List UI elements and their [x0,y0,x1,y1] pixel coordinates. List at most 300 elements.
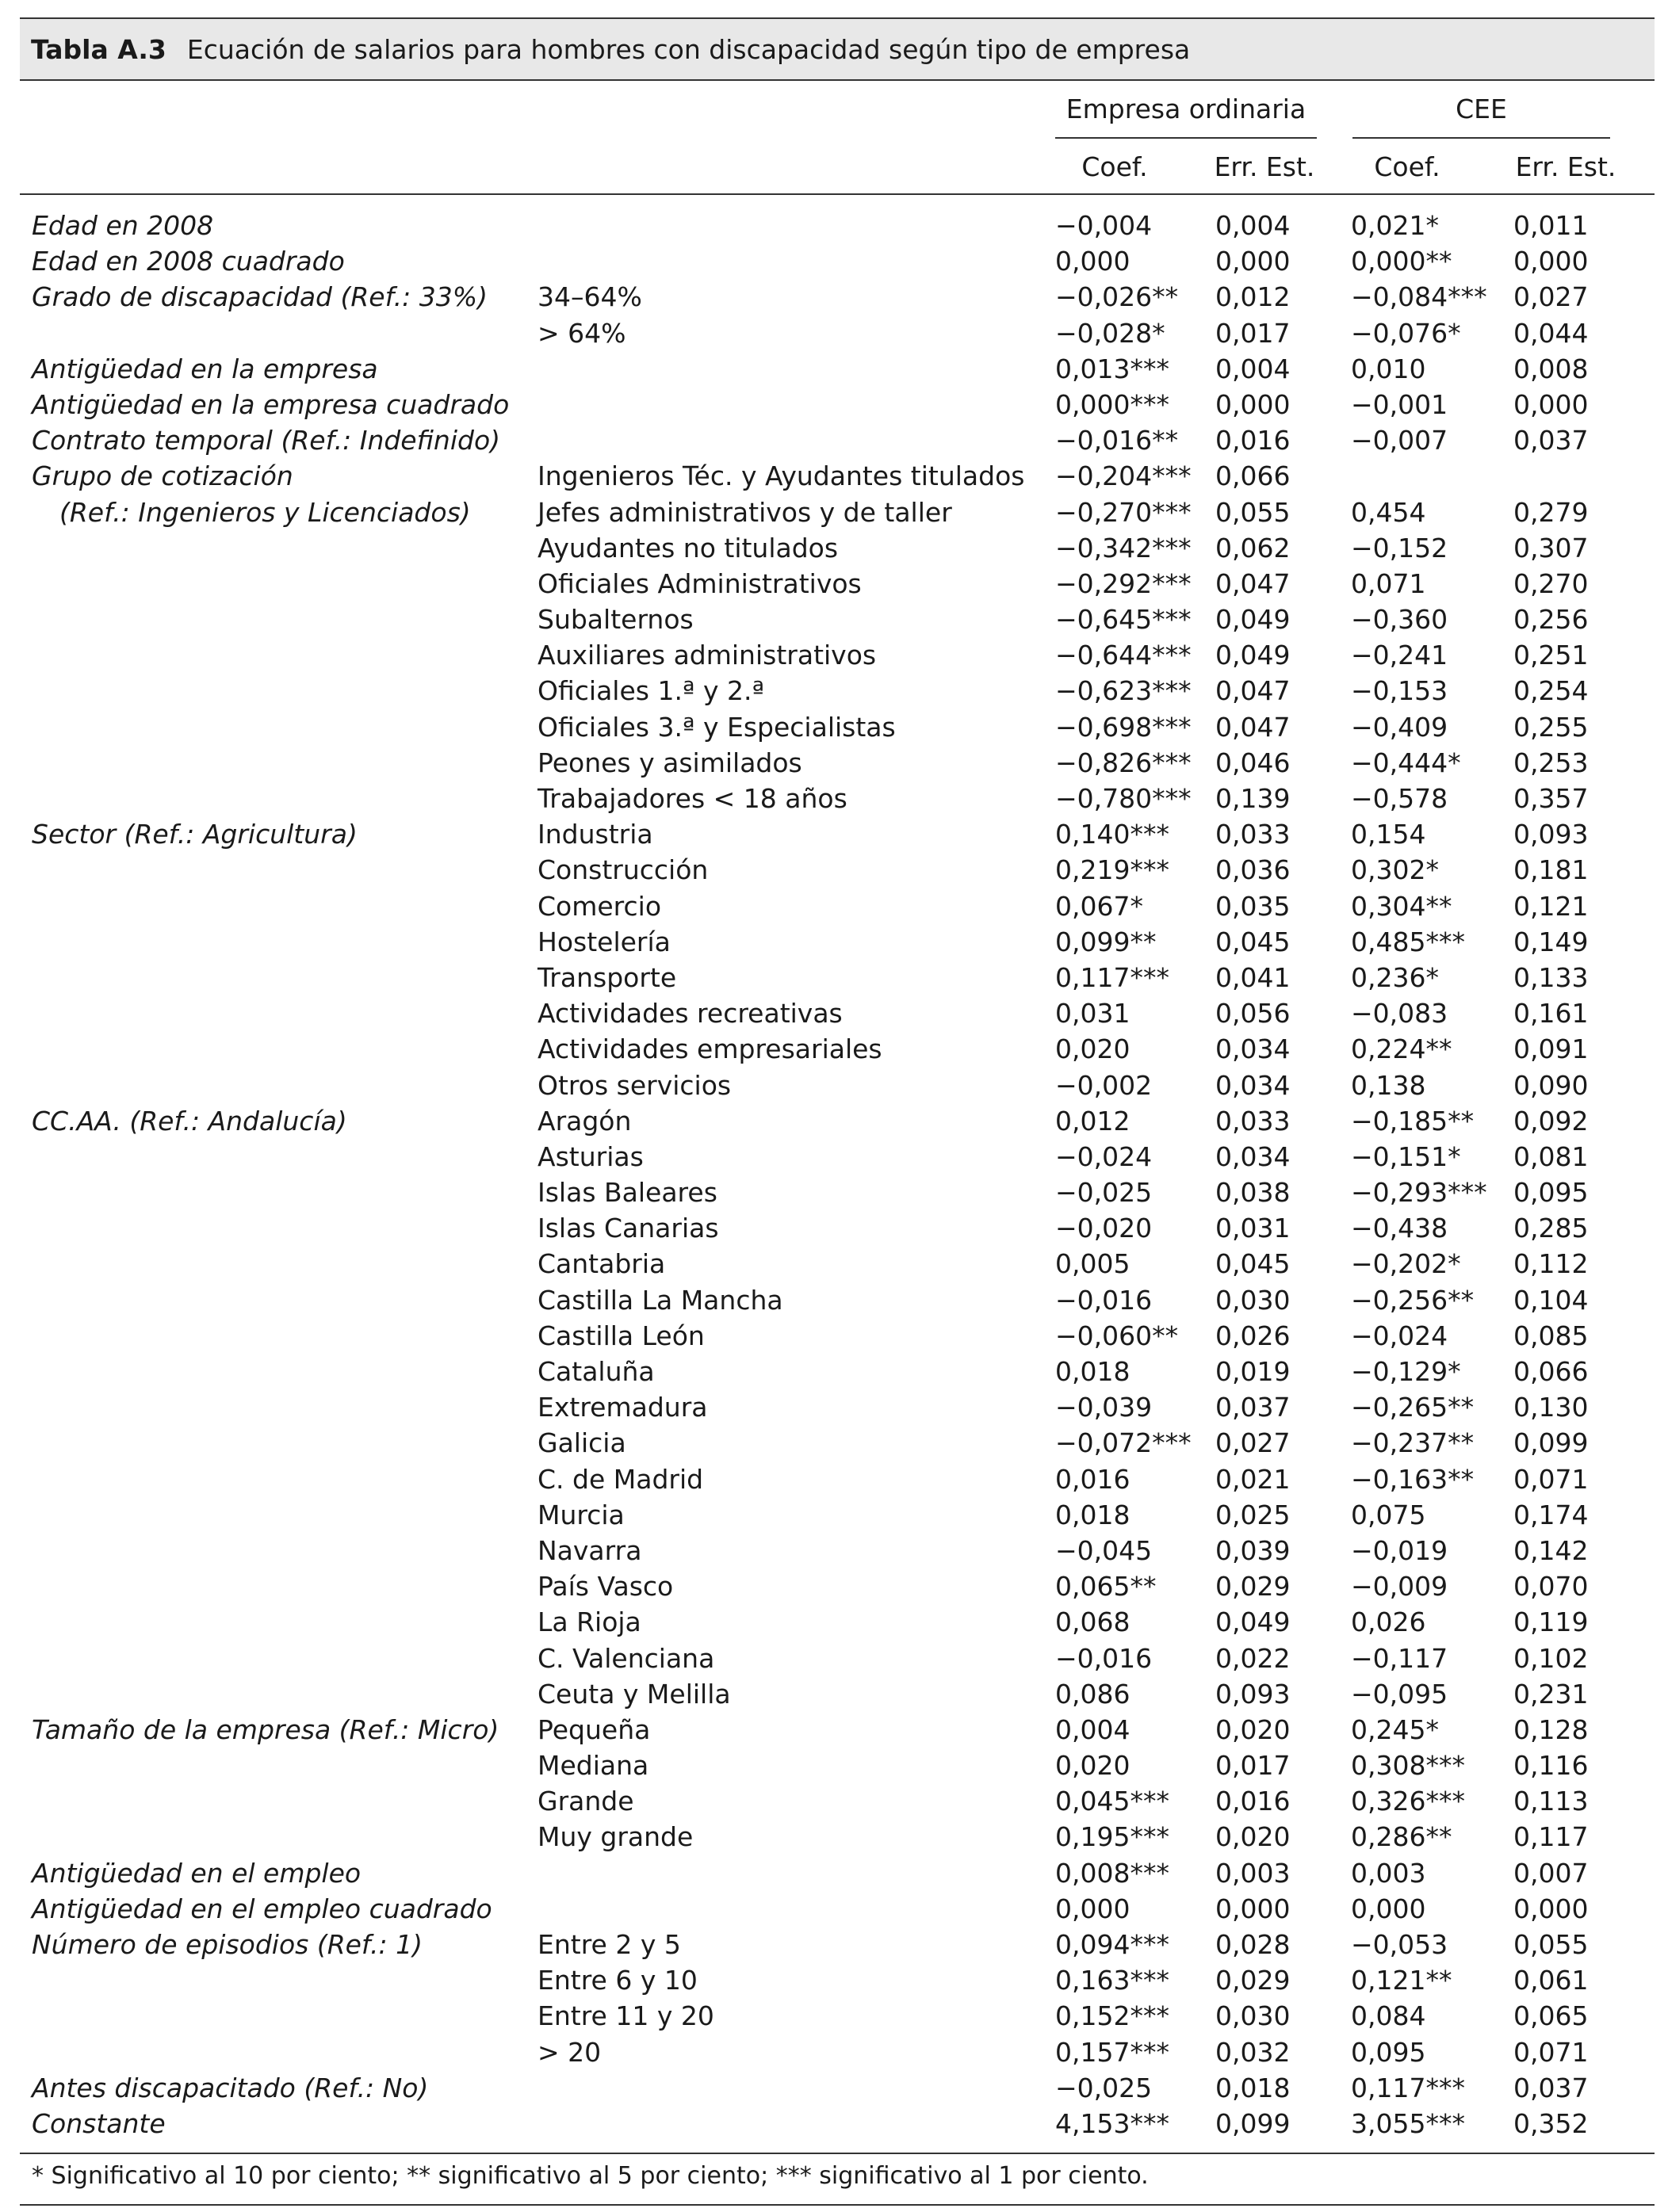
cell-err-est-cee: 0,090 [1513,1069,1589,1101]
table-row [0,1604,1668,1640]
cell-err-est-ordinaria: 0,027 [1215,1427,1291,1459]
cell-coef-cee: 0,138 [1351,1069,1426,1101]
cell-coef-ordinaria: 0,068 [1055,1606,1130,1638]
cell-err-est-ordinaria: 0,046 [1215,747,1291,778]
cell-err-est-cee: 0,008 [1513,353,1589,384]
cell-err-est-ordinaria: 0,033 [1215,819,1291,850]
row-category: Grande [538,1786,634,1817]
table-body [0,208,1668,2141]
cell-err-est-cee: 0,091 [1513,1033,1589,1065]
cell-err-est-cee: 0,055 [1513,1929,1589,1960]
cell-coef-ordinaria: −0,060** [1055,1320,1179,1351]
cell-coef-ordinaria: −0,039 [1055,1392,1153,1423]
cell-err-est-cee: 0,071 [1513,1463,1589,1495]
cell-err-est-ordinaria: 0,000 [1215,246,1291,277]
cell-coef-ordinaria: 0,065** [1055,1571,1157,1603]
cell-err-est-ordinaria: 0,004 [1215,353,1291,384]
cell-err-est-cee: 0,181 [1513,854,1589,886]
cell-err-est-cee: 0,128 [1513,1713,1589,1745]
table-row [0,1282,1668,1318]
cell-coef-ordinaria: −0,020 [1055,1213,1153,1244]
cell-coef-ordinaria: −0,002 [1055,1069,1153,1101]
column-header-coef-2: Coef. [1374,151,1440,182]
table-row [0,1748,1668,1783]
cell-coef-cee: 3,055*** [1351,2107,1465,2139]
cell-err-est-ordinaria: 0,018 [1215,2072,1291,2103]
cell-err-est-cee: 0,149 [1513,926,1589,957]
row-category: 34–64% [538,281,642,313]
cell-coef-cee: 0,454 [1351,496,1426,528]
cell-coef-ordinaria: −0,204*** [1055,460,1192,492]
row-category: Mediana [538,1750,649,1782]
cell-err-est-cee: 0,307 [1513,532,1589,564]
cell-coef-cee: −0,095 [1351,1678,1448,1710]
table-row [0,1855,1668,1891]
table-row [0,1210,1668,1246]
cell-coef-ordinaria: 0,018 [1055,1499,1130,1530]
cell-err-est-cee: 0,253 [1513,747,1589,778]
cell-coef-ordinaria: −0,024 [1055,1140,1153,1172]
row-category: Cataluña [538,1356,655,1387]
cell-err-est-cee: 0,037 [1513,425,1589,457]
cell-err-est-cee: 0,092 [1513,1105,1589,1137]
cell-coef-ordinaria: −0,045 [1055,1534,1153,1566]
cell-coef-cee: −0,084*** [1351,281,1487,313]
row-category: Oficiales Administrativos [538,567,862,599]
cell-coef-ordinaria: −0,698*** [1055,711,1192,743]
table-row [0,1318,1668,1354]
cell-err-est-ordinaria: 0,012 [1215,281,1291,313]
row-category: Islas Canarias [538,1213,719,1244]
cell-coef-ordinaria: 0,020 [1055,1750,1130,1782]
cell-err-est-ordinaria: 0,036 [1215,854,1291,886]
cell-err-est-ordinaria: 0,099 [1215,2107,1291,2139]
cell-err-est-ordinaria: 0,019 [1215,1356,1291,1387]
cell-err-est-ordinaria: 0,025 [1215,1499,1291,1530]
cell-coef-ordinaria: 0,086 [1055,1678,1130,1710]
table-row [0,1139,1668,1175]
cell-err-est-ordinaria: 0,000 [1215,388,1291,420]
table-row [0,2106,1668,2141]
cell-coef-cee: −0,444* [1351,747,1461,778]
cell-coef-ordinaria: 0,140*** [1055,819,1169,850]
table-title-bar [20,17,1655,79]
cell-err-est-cee: 0,117 [1513,1821,1589,1853]
cell-err-est-ordinaria: 0,045 [1215,926,1291,957]
cell-err-est-ordinaria: 0,030 [1215,1284,1291,1316]
cell-err-est-ordinaria: 0,022 [1215,1642,1291,1674]
cell-coef-ordinaria: −0,780*** [1055,783,1192,814]
table-row [0,1819,1668,1855]
row-variable: Edad en 2008 cuadrado [32,246,345,277]
cell-coef-ordinaria: 0,005 [1055,1248,1130,1280]
table-row [0,422,1668,458]
table-row [0,1641,1668,1676]
row-variable: Número de episodios (Ref.: 1) [32,1929,423,1960]
cell-coef-ordinaria: 0,008*** [1055,1857,1169,1889]
row-variable: Antigüedad en la empresa cuadrado [32,388,510,420]
cell-err-est-cee: 0,142 [1513,1534,1589,1566]
row-category: Entre 11 y 20 [538,2000,714,2032]
table-row [0,530,1668,566]
cell-err-est-ordinaria: 0,031 [1215,1213,1291,1244]
table-row [0,1031,1668,1067]
cell-err-est-ordinaria: 0,016 [1215,1786,1291,1817]
cell-err-est-ordinaria: 0,003 [1215,1857,1291,1889]
cell-err-est-ordinaria: 0,047 [1215,711,1291,743]
cell-err-est-cee: 0,270 [1513,567,1589,599]
table-row [0,924,1668,960]
cell-err-est-ordinaria: 0,047 [1215,567,1291,599]
row-category: Castilla La Mancha [538,1284,783,1316]
cell-coef-cee: −0,409 [1351,711,1448,743]
cell-err-est-cee: 0,130 [1513,1392,1589,1423]
row-category: Castilla León [538,1320,705,1351]
cell-err-est-ordinaria: 0,066 [1215,460,1291,492]
cell-coef-ordinaria: 0,000*** [1055,388,1169,420]
row-variable: Contrato temporal (Ref.: Indefinido) [32,425,501,457]
cell-coef-cee: 0,286** [1351,1821,1452,1853]
cell-err-est-ordinaria: 0,016 [1215,425,1291,457]
cell-err-est-cee: 0,279 [1513,496,1589,528]
cell-coef-ordinaria: −0,026** [1055,281,1179,313]
cell-coef-cee: −0,001 [1351,388,1448,420]
cell-coef-cee: 0,304** [1351,890,1452,922]
cell-err-est-ordinaria: 0,017 [1215,1750,1291,1782]
cell-coef-ordinaria: 0,045*** [1055,1786,1169,1817]
group-header-empresa-ordinaria: Empresa ordinaria [1065,94,1306,124]
row-category: C. de Madrid [538,1463,704,1495]
cell-coef-ordinaria: −0,644*** [1055,640,1192,671]
row-category: Peones y asimilados [538,747,802,778]
table-row [0,1533,1668,1568]
cell-err-est-ordinaria: 0,049 [1215,640,1291,671]
row-category: Murcia [538,1499,625,1530]
cell-coef-ordinaria: −0,028* [1055,317,1165,349]
table-row [0,1962,1668,1998]
row-category: Actividades empresariales [538,1033,882,1065]
row-variable: CC.AA. (Ref.: Andalucía) [32,1105,347,1137]
cell-coef-cee: 0,326*** [1351,1786,1465,1817]
row-category: Comercio [538,890,662,922]
cell-coef-ordinaria: 0,031 [1055,998,1130,1030]
cell-coef-ordinaria: −0,826*** [1055,747,1192,778]
row-variable: Constante [32,2107,166,2139]
table-row [0,1389,1668,1425]
table-row [0,1783,1668,1819]
row-category: Aragón [538,1105,632,1137]
table-row [0,745,1668,781]
cell-coef-ordinaria: 0,000 [1055,1893,1130,1924]
cell-coef-cee: 0,154 [1351,819,1426,850]
table-row [0,602,1668,637]
row-category: Jefes administrativos y de taller [538,496,952,528]
table-row [0,1927,1668,1962]
cell-err-est-cee: 0,011 [1513,210,1589,241]
cell-err-est-ordinaria: 0,139 [1215,783,1291,814]
row-category: Ceuta y Melilla [538,1678,731,1710]
row-category: Ingenieros Téc. y Ayudantes titulados [538,460,1025,492]
cell-coef-ordinaria: 0,012 [1055,1105,1130,1137]
table-row [0,852,1668,888]
cell-err-est-cee: 0,061 [1513,1965,1589,1996]
row-category: Trabajadores < 18 años [538,783,847,814]
table-row [0,2070,1668,2106]
table-row [0,960,1668,995]
row-variable: Grado de discapacidad (Ref.: 33%) [32,281,488,313]
cell-coef-ordinaria: 0,099** [1055,926,1157,957]
cell-err-est-ordinaria: 0,041 [1215,961,1291,993]
table-row [0,2034,1668,2070]
cell-err-est-cee: 0,027 [1513,281,1589,313]
cell-err-est-ordinaria: 0,017 [1215,317,1291,349]
cell-err-est-cee: 0,256 [1513,604,1589,636]
cell-err-est-cee: 0,119 [1513,1606,1589,1638]
cell-coef-cee: 0,021* [1351,210,1439,241]
table-row [0,279,1668,315]
cell-err-est-cee: 0,000 [1513,388,1589,420]
table-row [0,781,1668,816]
row-variable: Antes discapacitado (Ref.: No) [32,2072,429,2103]
table-row [0,1461,1668,1497]
cell-err-est-cee: 0,044 [1513,317,1589,349]
cell-coef-cee: −0,151* [1351,1140,1461,1172]
cell-err-est-ordinaria: 0,049 [1215,1606,1291,1638]
cell-err-est-ordinaria: 0,049 [1215,604,1291,636]
cell-err-est-cee: 0,254 [1513,675,1589,707]
cell-coef-ordinaria: −0,004 [1055,210,1153,241]
row-category: > 64% [538,317,626,349]
cell-coef-cee: 0,117*** [1351,2072,1465,2103]
row-category: La Rioja [538,1606,641,1638]
table-label: Tabla A.3 [31,33,166,65]
cell-coef-ordinaria: 0,013*** [1055,353,1169,384]
table-row [0,243,1668,279]
cell-coef-cee: −0,438 [1351,1213,1448,1244]
row-variable: Edad en 2008 [32,210,214,241]
table-row [0,1103,1668,1139]
cell-err-est-cee: 0,116 [1513,1750,1589,1782]
table-row [0,351,1668,387]
column-header-err-est-2: Err. Est. [1515,151,1616,182]
cell-err-est-cee: 0,070 [1513,1571,1589,1603]
table-row [0,1354,1668,1389]
cell-coef-cee: −0,129* [1351,1356,1461,1387]
cell-coef-ordinaria: 0,067* [1055,890,1143,922]
row-category: Auxiliares administrativos [538,640,877,671]
cell-coef-cee: −0,019 [1351,1534,1448,1566]
table-row [0,208,1668,243]
cell-coef-cee: −0,578 [1351,783,1448,814]
table-footnote: * Significativo al 10 por ciento; ** significativo al 5 por ciento; *** significativo al 1 por ciento. [32,2162,1149,2190]
cell-err-est-ordinaria: 0,032 [1215,2036,1291,2068]
cell-err-est-ordinaria: 0,055 [1215,496,1291,528]
cell-coef-cee: −0,185** [1351,1105,1475,1137]
table-row [0,888,1668,924]
cell-err-est-cee: 0,174 [1513,1499,1589,1530]
cell-coef-cee: −0,237** [1351,1427,1475,1459]
cell-err-est-cee: 0,066 [1513,1356,1589,1387]
cell-coef-cee: −0,265** [1351,1392,1475,1423]
row-category: Subalternos [538,604,694,636]
cell-err-est-ordinaria: 0,093 [1215,1678,1291,1710]
row-category: Asturias [538,1140,644,1172]
footer-rule [20,2153,1655,2154]
cell-err-est-cee: 0,000 [1513,1893,1589,1924]
row-category: Industria [538,819,653,850]
cell-coef-ordinaria: 0,163*** [1055,1965,1169,1996]
row-variable: Tamaño de la empresa (Ref.: Micro) [32,1713,499,1745]
row-category: Islas Baleares [538,1177,717,1209]
cell-coef-cee: −0,360 [1351,604,1448,636]
cell-coef-cee: −0,076* [1351,317,1461,349]
table-row [0,1676,1668,1712]
cell-err-est-ordinaria: 0,056 [1215,998,1291,1030]
cell-coef-ordinaria: −0,016 [1055,1642,1153,1674]
cell-coef-cee: −0,293*** [1351,1177,1487,1209]
cell-coef-cee: 0,485*** [1351,926,1465,957]
row-category: Pequeña [538,1713,651,1745]
cell-err-est-ordinaria: 0,020 [1215,1713,1291,1745]
table-row [0,1246,1668,1282]
cell-err-est-cee: 0,102 [1513,1642,1589,1674]
bottom-rule [20,2204,1655,2206]
cell-coef-ordinaria: 0,219*** [1055,854,1169,886]
row-category: Entre 2 y 5 [538,1929,681,1960]
table-row [0,315,1668,351]
row-category: Actividades recreativas [538,998,843,1030]
cell-err-est-ordinaria: 0,021 [1215,1463,1291,1495]
cell-err-est-cee: 0,357 [1513,783,1589,814]
cell-coef-cee: 0,095 [1351,2036,1426,2068]
cell-coef-cee: 0,003 [1351,1857,1426,1889]
cell-err-est-cee: 0,255 [1513,711,1589,743]
row-category: Ayudantes no titulados [538,532,839,564]
cell-coef-ordinaria: 0,000 [1055,246,1130,277]
row-variable: (Ref.: Ingenieros y Licenciados) [59,496,471,528]
cell-err-est-ordinaria: 0,047 [1215,675,1291,707]
cell-coef-ordinaria: 0,157*** [1055,2036,1169,2068]
row-category: Cantabria [538,1248,666,1280]
cell-err-est-cee: 0,251 [1513,640,1589,671]
table-row [0,637,1668,673]
row-category: Transporte [538,961,677,993]
cell-coef-ordinaria: −0,270*** [1055,496,1192,528]
row-category: Extremadura [538,1392,708,1423]
cell-err-est-ordinaria: 0,038 [1215,1177,1291,1209]
cell-coef-cee: −0,117 [1351,1642,1448,1674]
row-category: Hostelería [538,926,671,957]
cell-err-est-ordinaria: 0,026 [1215,1320,1291,1351]
table-row [0,495,1668,530]
cell-err-est-ordinaria: 0,039 [1215,1534,1291,1566]
cell-err-est-cee: 0,037 [1513,2072,1589,2103]
table-row [0,1425,1668,1461]
cell-err-est-ordinaria: 0,034 [1215,1069,1291,1101]
row-category: Galicia [538,1427,626,1459]
table-caption: Ecuación de salarios para hombres con discapacidad según tipo de empresa [186,33,1191,65]
cell-err-est-cee: 0,093 [1513,819,1589,850]
cell-coef-ordinaria: −0,292*** [1055,567,1192,599]
cell-coef-ordinaria: −0,623*** [1055,675,1192,707]
row-category: Construcción [538,854,709,886]
table-row [0,1891,1668,1927]
cell-coef-cee: −0,053 [1351,1929,1448,1960]
cell-coef-ordinaria: −0,016 [1055,1284,1153,1316]
cell-err-est-cee: 0,113 [1513,1786,1589,1817]
cell-err-est-cee: 0,065 [1513,2000,1589,2032]
table-row [0,673,1668,709]
row-category: País Vasco [538,1571,674,1603]
cell-coef-cee: −0,024 [1351,1320,1448,1351]
cell-err-est-cee: 0,112 [1513,1248,1589,1280]
cell-coef-ordinaria: −0,025 [1055,2072,1153,2103]
cell-coef-cee: −0,241 [1351,640,1448,671]
cell-coef-ordinaria: −0,072*** [1055,1427,1192,1459]
cell-err-est-ordinaria: 0,062 [1215,532,1291,564]
cell-err-est-ordinaria: 0,033 [1215,1105,1291,1137]
group-header-cee: CEE [1456,94,1507,124]
table-row [0,709,1668,745]
table-row [0,566,1668,602]
table-row [0,1175,1668,1210]
row-category: > 20 [538,2036,602,2068]
cell-err-est-ordinaria: 0,045 [1215,1248,1291,1280]
cell-coef-cee: −0,153 [1351,675,1448,707]
cell-err-est-cee: 0,085 [1513,1320,1589,1351]
cell-coef-cee: −0,007 [1351,425,1448,457]
cell-err-est-cee: 0,000 [1513,246,1589,277]
row-category: C. Valenciana [538,1642,715,1674]
table-row [0,387,1668,422]
cell-coef-cee: 0,010 [1351,353,1426,384]
cell-coef-ordinaria: 4,153*** [1055,2107,1169,2139]
table-row [0,1998,1668,2034]
cell-coef-cee: −0,152 [1351,532,1448,564]
cell-coef-ordinaria: −0,342*** [1055,532,1192,564]
row-variable: Antigüedad en la empresa [32,353,378,384]
cell-err-est-cee: 0,099 [1513,1427,1589,1459]
cell-err-est-ordinaria: 0,034 [1215,1033,1291,1065]
row-category: Oficiales 1.ª y 2.ª [538,675,765,707]
cell-err-est-cee: 0,007 [1513,1857,1589,1889]
cell-err-est-ordinaria: 0,004 [1215,210,1291,241]
table-row [0,1568,1668,1604]
row-variable: Sector (Ref.: Agricultura) [32,819,358,850]
group-underline-empresa-ordinaria [1055,137,1317,139]
cell-coef-ordinaria: 0,152*** [1055,2000,1169,2032]
cell-coef-cee: 0,236* [1351,961,1439,993]
cell-err-est-cee: 0,095 [1513,1177,1589,1209]
cell-err-est-ordinaria: 0,029 [1215,1965,1291,1996]
cell-coef-cee: 0,084 [1351,2000,1426,2032]
cell-coef-cee: 0,026 [1351,1606,1426,1638]
header-rule-bottom [20,193,1655,195]
cell-err-est-ordinaria: 0,000 [1215,1893,1291,1924]
cell-coef-cee: 0,075 [1351,1499,1426,1530]
cell-coef-cee: −0,202* [1351,1248,1461,1280]
cell-coef-cee: −0,083 [1351,998,1448,1030]
cell-coef-cee: 0,245* [1351,1713,1439,1745]
cell-coef-cee: −0,256** [1351,1284,1475,1316]
row-category: Otros servicios [538,1069,732,1101]
column-header-err-est-1: Err. Est. [1214,151,1315,182]
cell-err-est-cee: 0,161 [1513,998,1589,1030]
cell-err-est-ordinaria: 0,020 [1215,1821,1291,1853]
cell-coef-cee: 0,308*** [1351,1750,1465,1782]
cell-err-est-cee: 0,285 [1513,1213,1589,1244]
cell-err-est-cee: 0,071 [1513,2036,1589,2068]
